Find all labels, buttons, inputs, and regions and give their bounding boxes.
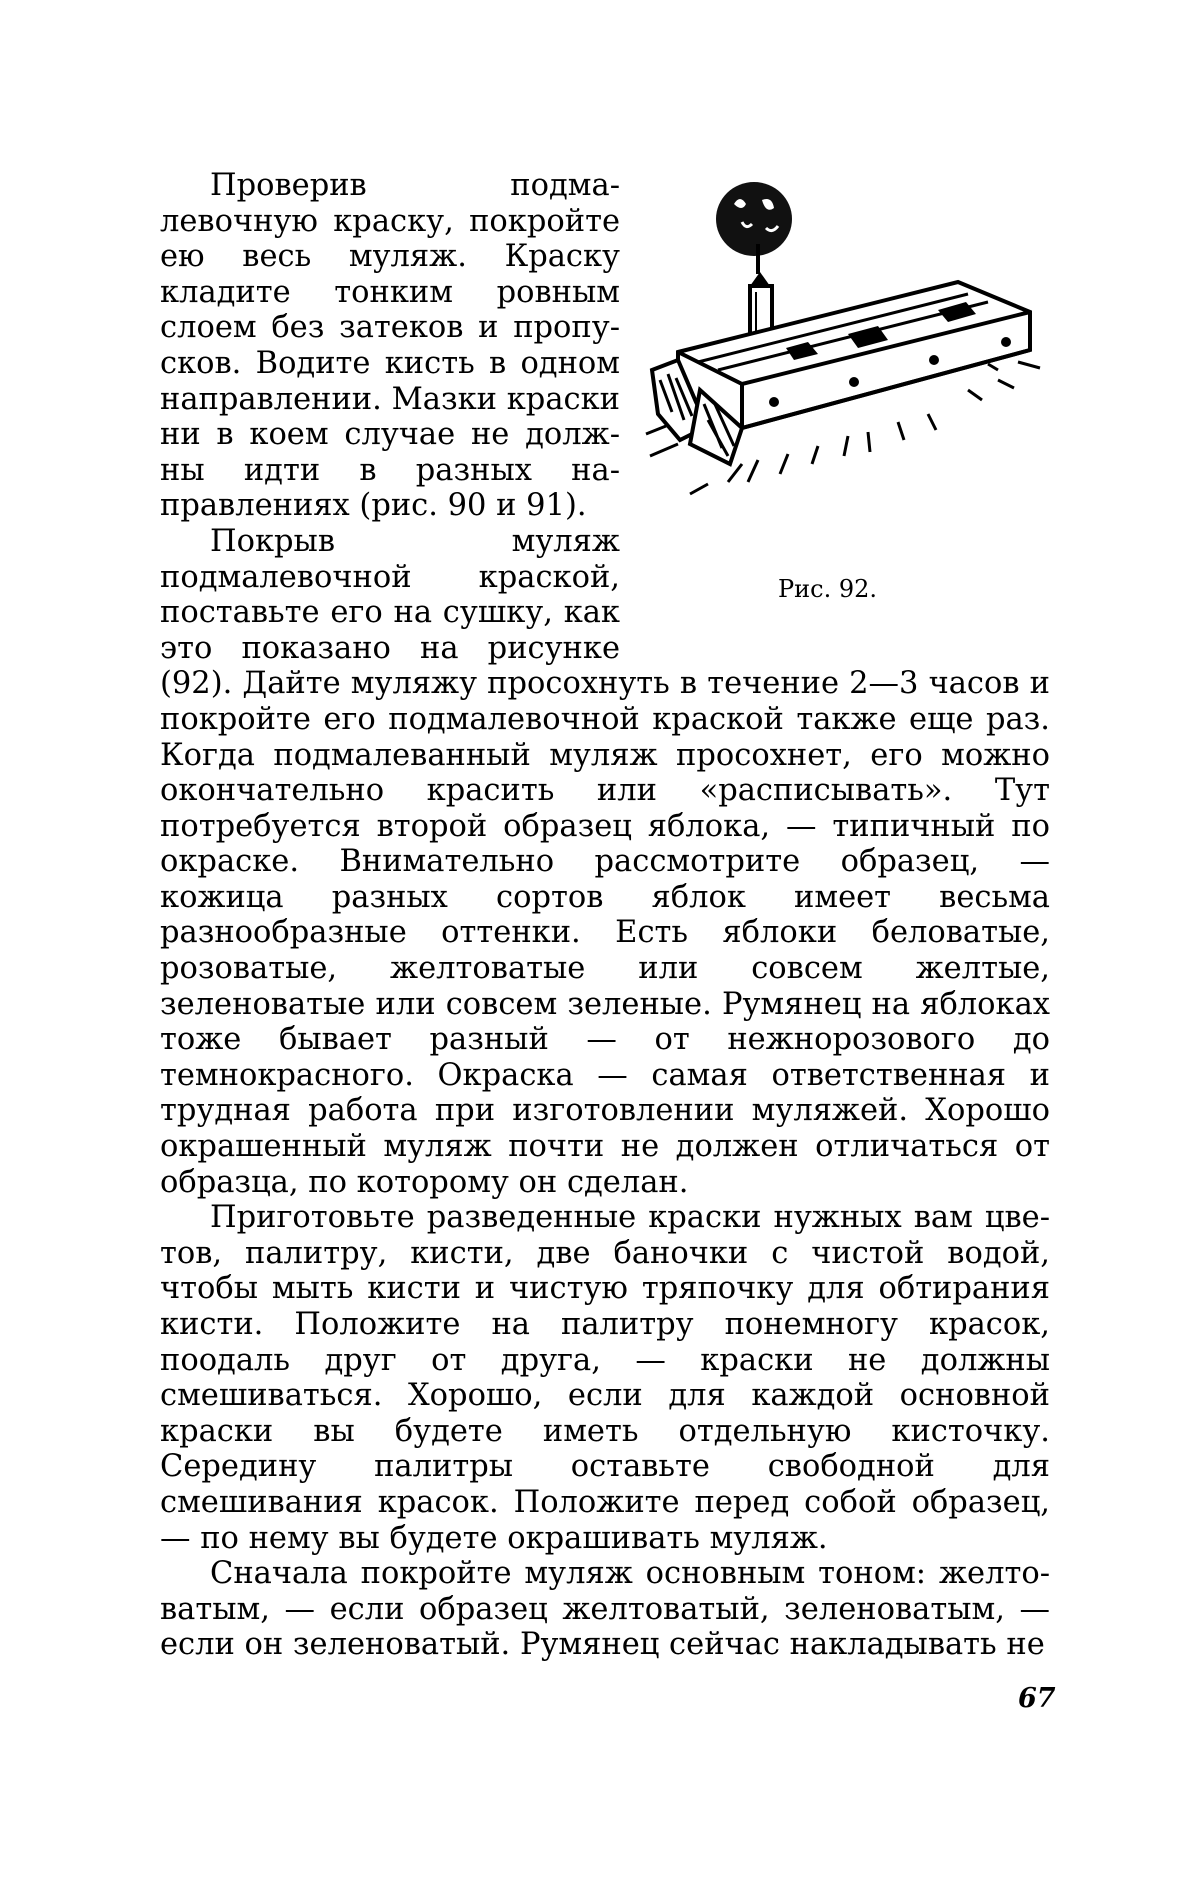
figure-caption: Рис. 92. [778, 575, 878, 603]
figure-92 [638, 164, 1058, 634]
paragraph: Приготовьте разведенные краски нужных вам цветов, палитру, кисти, две баночки с чистой водой, чтобы мыть кисти и чистую тряпочку для обтирания кисти. Положите на палитру понемногу красок, поодаль друг от друга, — краски не должны смешиваться. Хорошо, если для каждой основной краски вы будете иметь отдельную кисточку. Середину палитры оставьте свободной для смешивания красок. Положите перед собой образец, — по нему вы будете окрашивать муляж. [160, 1200, 1050, 1556]
apple-icon [716, 182, 792, 274]
page-number: 67 [1018, 1683, 1056, 1714]
paragraph: Сначала покройте муляж основным тоном: желтоватым, — если образец желтоватый, зеленоватым, — если он зеленоватый. Румянец сейчас накладывать не [160, 1556, 1050, 1663]
paragraph: Проверив подмалевочную краску, покройте ею весь муляж. Краску кладите тонким ровным слоем без затеков и пропусков. Водите кисть в одном направлении. Мазки краски ни в коем случае не должны идти в разных направлениях (рис. 90 и 91). [160, 168, 620, 524]
body-text [160, 168, 1050, 1663]
paragraph: Покрыв муляж подмалевочной краской, поставьте его на сушку, как это показано на рисунке (92). Дайте муляжу просохнуть в течение 2—3 часов и покройте его подмалевочной краской также еще раз. Когда подмалеванный муляж просохнет, его можно окончательно красить или «расписывать». Тут потребуется второй образец яблока, — типичный по окраске. Внимательно рассмотрите образец, — кожица разных сортов яблок имеет весьма разнообразные оттенки. Есть яблоки беловатые, розоватые, желтоватые или совсем желтые, зеленоватые или совсем зеленые. Румянец на яблоках тоже бывает разный — от нежнорозового до темнокрасного. Окраска — самая ответственная и трудная работа при изготовлении муляжей. Хорошо окрашенный муляж почти не должен отличаться от образца, по которому он сделан. [160, 523, 1050, 1200]
board-icon [646, 282, 1040, 494]
drying-rack-illustration [638, 164, 1058, 584]
